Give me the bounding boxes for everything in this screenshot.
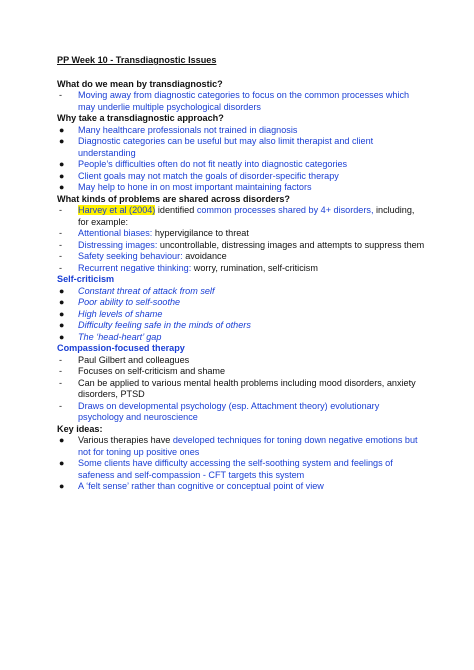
list-item [57, 481, 427, 493]
list-problems-shared [57, 205, 427, 274]
item-text: identified [157, 205, 195, 215]
item-text: Some clients have difficulty accessing the self-soothing system and feelings of safeness and self-compassion - CFT targets this system [78, 458, 393, 480]
bullet-marker: ● [59, 481, 65, 491]
item-text: Paul Gilbert and colleagues [78, 354, 190, 365]
dash-marker: - [59, 251, 63, 261]
heading-why-take: Why take a transdiagnostic approach? [57, 113, 224, 123]
item-text: Many healthcare professionals not trained in diagnosis [78, 124, 298, 135]
list-item [57, 332, 427, 344]
bullet-marker: ● [59, 308, 65, 319]
list-item [57, 401, 427, 424]
bullet-marker: ● [59, 136, 65, 146]
bullet-marker: ● [59, 297, 65, 307]
item-text: Client goals may not match the goals of disorder-specific therapy [78, 170, 339, 181]
bullet-marker: ● [59, 435, 65, 445]
heading-what-mean: What do we mean by transdiagnostic? [57, 78, 223, 89]
item-text: Moving away from diagnostic categories to focus on the common processes which may underlie multiple psychological disorders [78, 90, 410, 112]
item-text: May help to hone in on most important maintaining factors [78, 182, 312, 192]
list-item [57, 435, 427, 458]
bullet-marker: ● [59, 159, 65, 169]
bullet-marker: ● [59, 320, 65, 330]
item-text: Diagnostic categories can be useful but may also limit therapist and client understanding [78, 136, 374, 158]
bullet-marker: ● [59, 170, 65, 181]
list-item [57, 228, 427, 240]
list-item [57, 309, 427, 321]
bullet-marker: ● [59, 331, 65, 342]
item-text: uncontrollable, distressing images and attempts to suppress them [159, 239, 425, 250]
item-label: Safety seeking behaviour: [78, 251, 183, 261]
item-label: Attentional biases: [78, 228, 153, 238]
list-self-criticism [57, 286, 427, 344]
item-text: The ‘head-heart’ gap [78, 331, 162, 342]
list-what-mean [57, 90, 427, 113]
heading-problems-shared: What kinds of problems are shared across disorders? [57, 193, 290, 204]
item-text: A ‘felt sense’ rather than cognitive or conceptual point of view [78, 481, 324, 491]
item-label: Distressing images: [78, 239, 158, 250]
item-text: Draws on developmental psychology (esp. Attachment theory) evolutionary psychology and neuroscience [78, 400, 380, 422]
list-item [57, 171, 427, 183]
bullet-marker: ● [59, 285, 65, 296]
bullet-marker: ● [59, 182, 65, 192]
item-text: Poor ability to self-soothe [78, 297, 181, 307]
bullet-marker: ● [59, 458, 65, 468]
list-item [57, 378, 427, 401]
list-item [57, 458, 427, 481]
list-key-ideas [57, 435, 427, 493]
list-item [57, 136, 427, 159]
list-item [57, 125, 427, 137]
item-text: Can be applied to various mental health problems including mood disorders, anxiety disorders, PTSD [78, 377, 416, 399]
item-text: Various therapies have [78, 435, 171, 445]
heading-self-criticism: Self-criticism [57, 274, 115, 284]
dash-marker: - [59, 90, 63, 100]
item-label: Recurrent negative thinking: [78, 262, 192, 273]
list-item [57, 240, 427, 252]
list-item [57, 90, 427, 113]
dash-marker: - [59, 377, 63, 388]
item-text: Difficulty feeling safe in the minds of others [78, 320, 251, 330]
list-item [57, 366, 427, 378]
list-item [57, 286, 427, 298]
item-text-blue: developed techniques for toning down negative emotions but not for toning up positive ones [78, 435, 418, 457]
list-cft [57, 355, 427, 424]
dash-marker: - [59, 239, 63, 250]
item-text: Focuses on self-criticism and shame [78, 366, 226, 376]
item-text: worry, rumination, self-criticism [193, 262, 318, 273]
item-text: avoidance [185, 251, 227, 261]
list-item [57, 355, 427, 367]
list-item [57, 205, 427, 228]
list-item [57, 159, 427, 171]
item-text: High levels of shame [78, 308, 163, 319]
list-item [57, 320, 427, 332]
heading-cft: Compassion-focused therapy [57, 343, 185, 353]
item-text: hypervigilance to threat [154, 228, 249, 238]
list-item [57, 263, 427, 275]
document-body [57, 55, 427, 493]
list-item [57, 182, 427, 194]
citation-highlight: Harvey et al (2004) [78, 205, 156, 215]
dash-marker: - [59, 354, 63, 365]
document-title: PP Week 10 - Transdiagnostic Issues [57, 55, 217, 65]
item-text-blue: common processes shared by 4+ disorders, [196, 205, 374, 215]
list-why-take [57, 125, 427, 194]
list-item [57, 297, 427, 309]
dash-marker: - [59, 228, 63, 238]
bullet-marker: ● [59, 124, 65, 135]
list-item [57, 251, 427, 263]
dash-marker: - [59, 262, 63, 273]
heading-key-ideas: Key ideas: [57, 423, 103, 434]
dash-marker: - [59, 400, 63, 411]
item-text: including, for example: [78, 205, 415, 227]
item-text: People’s difficulties often do not fit neatly into diagnostic categories [78, 159, 348, 169]
dash-marker: - [59, 366, 63, 376]
dash-marker: - [59, 205, 63, 215]
item-text: Constant threat of attack from self [78, 285, 215, 296]
